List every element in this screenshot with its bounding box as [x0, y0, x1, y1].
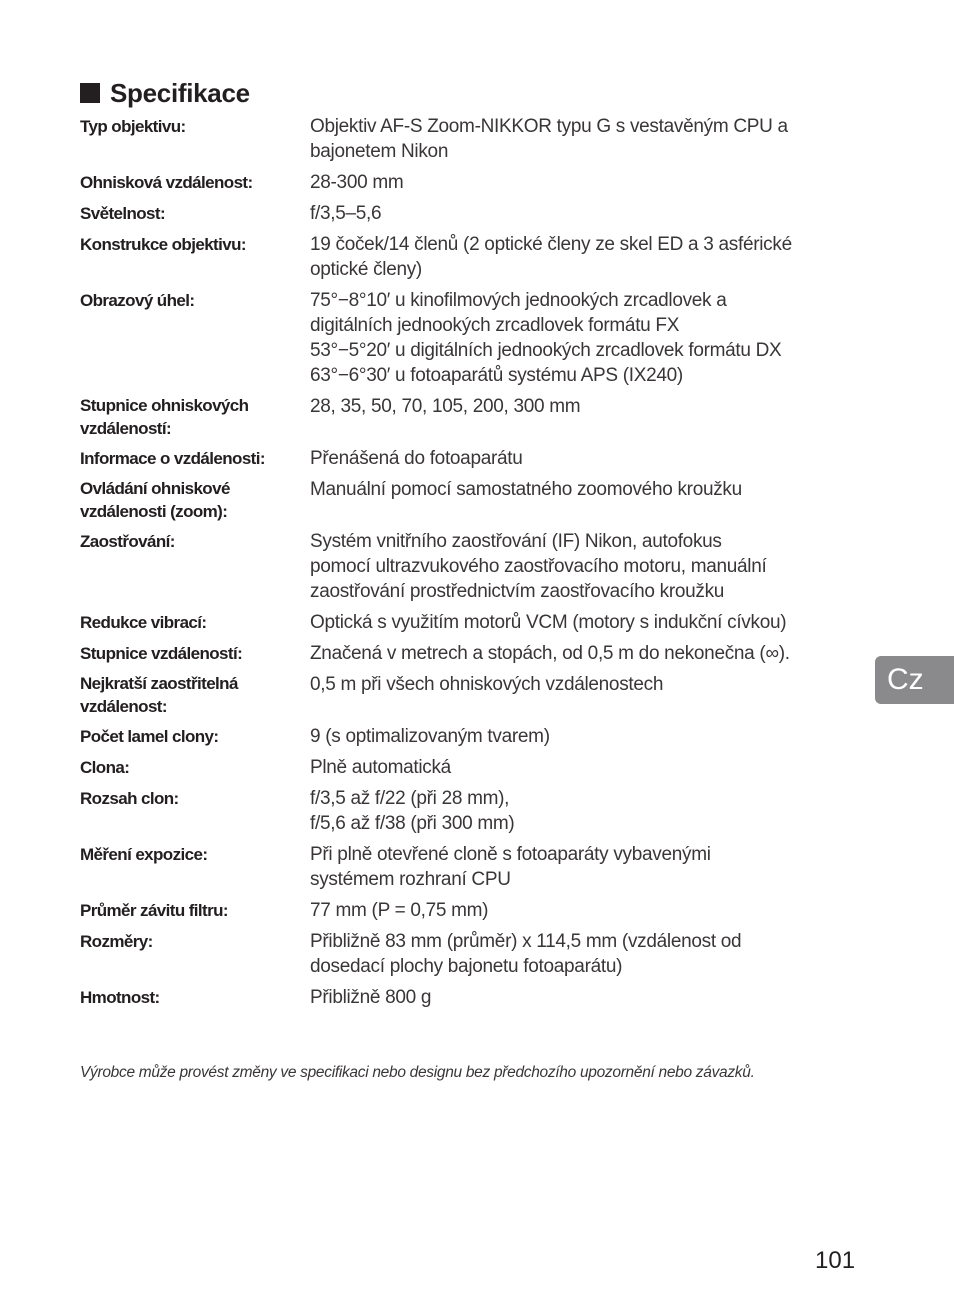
- spec-row: [80, 672, 850, 718]
- spec-row: [80, 898, 850, 923]
- spec-row: [80, 842, 850, 892]
- spec-label: Obrazový úhel:: [80, 291, 195, 310]
- spec-value: f/3,5–5,6: [310, 203, 382, 224]
- spec-value: Značená v metrech a stopách, od 0,5 m do nekonečna (∞).: [310, 643, 790, 664]
- spec-label: Konstrukce objektivu:: [80, 235, 246, 254]
- spec-label: Ovládání ohniskové vzdálenosti (zoom):: [80, 479, 230, 521]
- spec-label: Měření expozice:: [80, 845, 208, 864]
- section-heading: [80, 76, 250, 110]
- spec-label: Stupnice ohniskových vzdáleností:: [80, 396, 249, 438]
- language-tab-label: Cz: [887, 663, 924, 696]
- spec-label: Stupnice vzdáleností:: [80, 644, 243, 663]
- spec-row: [80, 929, 850, 979]
- spec-row: [80, 755, 850, 780]
- spec-value: Přibližně 800 g: [310, 987, 432, 1008]
- spec-value: 75°−8°10′ u kinofilmových jednookých zrcadlovek a digitálních jednookých zrcadlovek formátu FX 53°−5°20′ u digitálních jednookých zrcadlovek formátu DX 63°−6°30′ u fotoaparátů systému APS (IX240): [310, 290, 782, 386]
- spec-label: Typ objektivu:: [80, 117, 186, 136]
- spec-row: [80, 786, 850, 836]
- square-bullet-icon: [80, 83, 100, 103]
- spec-value: 0,5 m při všech ohniskových vzdálenostech: [310, 674, 664, 695]
- spec-label: Světelnost:: [80, 204, 166, 223]
- spec-row: [80, 446, 850, 471]
- spec-value: f/3,5 až f/22 (při 28 mm), f/5,6 až f/38 (při 300 mm): [310, 788, 515, 834]
- spec-value: Objektiv AF-S Zoom-NIKKOR typu G s vestavěným CPU a bajonetem Nikon: [310, 116, 788, 162]
- spec-value: Přenášená do fotoaparátu: [310, 448, 523, 469]
- spec-label: Rozměry:: [80, 932, 153, 951]
- spec-value: 19 čoček/14 členů (2 optické členy ze skel ED a 3 asférické optické členy): [310, 234, 792, 280]
- spec-row: [80, 529, 850, 604]
- page-number: 101: [815, 1247, 856, 1274]
- spec-row: [80, 201, 850, 226]
- spec-row: [80, 724, 850, 749]
- spec-row: [80, 477, 850, 523]
- spec-row: [80, 641, 850, 666]
- spec-value: Při plně otevřené cloně s fotoaparáty vybavenými systémem rozhraní CPU: [310, 844, 711, 890]
- spec-row: [80, 232, 850, 282]
- spec-label: Hmotnost:: [80, 988, 160, 1007]
- spec-row: [80, 610, 850, 635]
- spec-row: [80, 985, 850, 1010]
- spec-value: 77 mm (P = 0,75 mm): [310, 900, 489, 921]
- spec-label: Redukce vibrací:: [80, 613, 207, 632]
- spec-row: [80, 114, 850, 164]
- spec-value: 28, 35, 50, 70, 105, 200, 300 mm: [310, 396, 581, 417]
- spec-row: [80, 394, 850, 440]
- spec-value: Přibližně 83 mm (průměr) x 114,5 mm (vzdálenost od dosedací plochy bajonetu fotoaparátu): [310, 931, 742, 977]
- spec-table: [80, 114, 850, 1016]
- spec-label: Počet lamel clony:: [80, 727, 219, 746]
- spec-label: Nejkratší zaostřitelná vzdálenost:: [80, 674, 238, 716]
- spec-label: Informace o vzdálenosti:: [80, 449, 265, 468]
- spec-label: Zaostřování:: [80, 532, 175, 551]
- spec-label: Ohnisková vzdálenost:: [80, 173, 253, 192]
- spec-row: [80, 288, 850, 388]
- disclaimer-footnote: Výrobce může provést změny ve specifikaci nebo designu bez předchozího upozornění nebo závazků.: [80, 1064, 755, 1081]
- spec-row: [80, 170, 850, 195]
- spec-value: Manuální pomocí samostatného zoomového kroužku: [310, 479, 742, 500]
- spec-label: Rozsah clon:: [80, 789, 179, 808]
- spec-value: Plně automatická: [310, 757, 451, 778]
- spec-label: Průměr závitu filtru:: [80, 901, 228, 920]
- section-title: Specifikace: [110, 78, 250, 108]
- language-tab: [875, 656, 954, 704]
- spec-value: Systém vnitřního zaostřování (IF) Nikon, autofokus pomocí ultrazvukového zaostřovacího motoru, manuální zaostřování prostřednictvím zaostřovacího kroužku: [310, 531, 767, 602]
- spec-value: 28-300 mm: [310, 172, 404, 193]
- spec-value: Optická s využitím motorů VCM (motory s indukční cívkou): [310, 612, 787, 633]
- spec-label: Clona:: [80, 758, 130, 777]
- spec-value: 9 (s optimalizovaným tvarem): [310, 726, 550, 747]
